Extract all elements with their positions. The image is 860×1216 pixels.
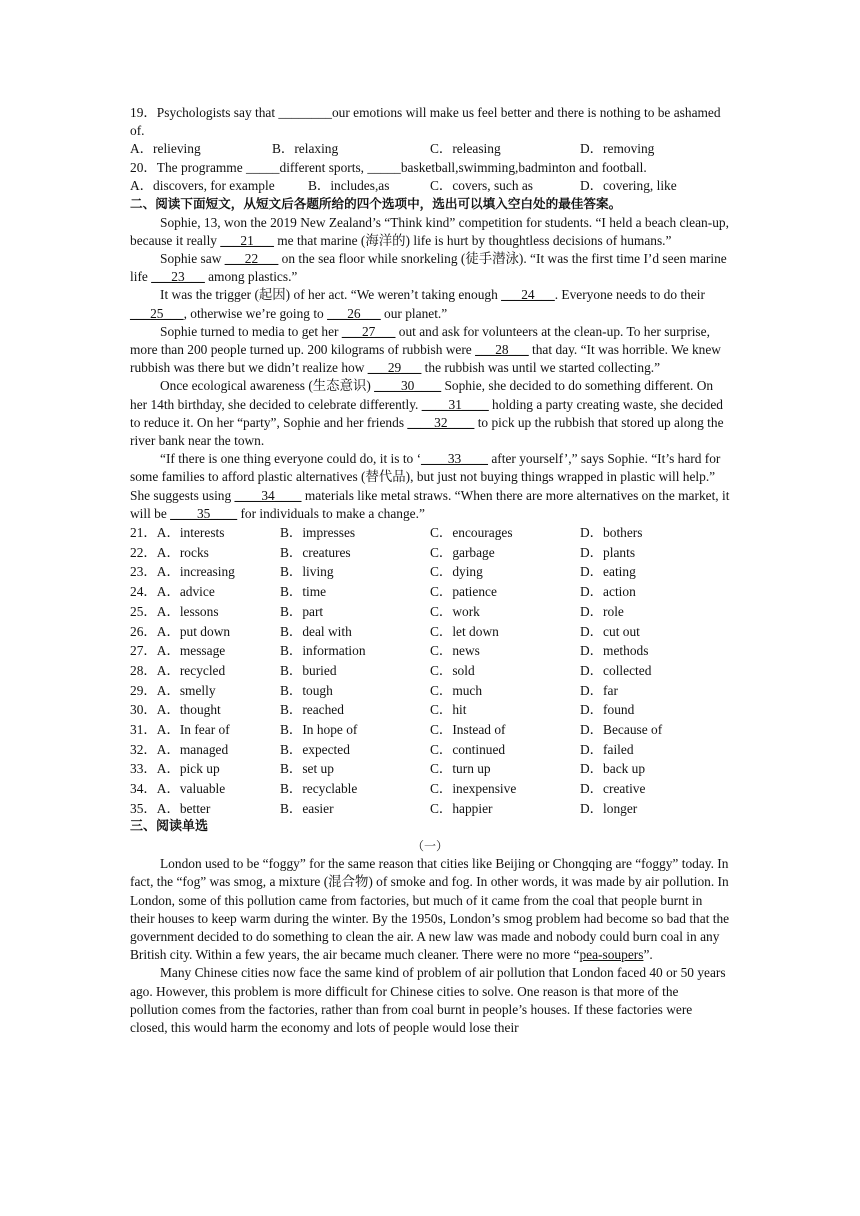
choice-c[interactable]: C．continued: [430, 741, 506, 757]
q20-option-b[interactable]: B．includes,as: [308, 177, 390, 193]
cloze-paragraph-5: Once ecological awareness (生态意识) ____30____ Sophie, she decided to do something different. On her 14th birthday, she decided to celebrate differently. ____31____ holding a party creating waste, she decided to reduce it. On her “party”, Sophie and her friends ____32____ to pick up the rubbish that stored up along the river bank near the town.: [130, 378, 724, 449]
blank-35: ____35____: [170, 505, 238, 521]
question-19-stem: 19．Psychologists say that ________our emotions will make us feel better and there is nothing to be ashamed of.: [130, 105, 721, 139]
choice-a[interactable]: A．better: [156, 800, 211, 816]
choice-d[interactable]: D．creative: [580, 781, 646, 796]
choice-d[interactable]: D．role: [580, 603, 624, 619]
blank-34: ____34____: [234, 487, 302, 503]
choice-d[interactable]: D．plants: [580, 544, 636, 560]
choice-row: 33．A．pick up B．set up C．turn up D．back up: [130, 759, 730, 779]
blank-27: ___27___: [341, 323, 396, 339]
choice-row: 26．A．put down B．deal with C．let down D．cut out: [130, 622, 730, 642]
choice-d[interactable]: D．action: [580, 584, 636, 600]
choice-a[interactable]: A．smelly: [156, 682, 216, 698]
choice-c[interactable]: C．happier: [430, 800, 493, 816]
choice-b[interactable]: B．impresses: [280, 525, 356, 541]
choice-c[interactable]: C．turn up: [430, 761, 491, 777]
choice-a[interactable]: A．In fear of: [156, 721, 230, 737]
question-19-options: [130, 140, 730, 158]
passage-number: （一）: [411, 838, 448, 853]
choice-b[interactable]: B．expected: [280, 741, 350, 757]
choice-b[interactable]: B．recyclable: [280, 781, 358, 796]
blank-23: ___23___: [151, 269, 205, 285]
choice-row: 21．A．interests B．impresses C．encourages D．bothers: [130, 523, 730, 543]
q20-option-a[interactable]: A．discovers, for example: [130, 177, 275, 193]
choice-c[interactable]: C．hit: [430, 702, 467, 718]
choice-b[interactable]: B．time: [280, 584, 327, 600]
cloze-paragraph-1: Sophie, 13, won the 2019 New Zealand’s “Think kind” competition for students. “I held a beach clean-up, because it really ___21___ me that marine (海洋的) life is hurt by thoughtless decisions of humans.”: [130, 214, 729, 248]
choice-c[interactable]: C．let down: [430, 623, 499, 639]
q19-option-d[interactable]: D．removing: [580, 141, 655, 157]
choice-a[interactable]: A．advice: [156, 584, 215, 600]
choice-d[interactable]: D．longer: [580, 800, 638, 816]
choice-a[interactable]: A．thought: [156, 702, 221, 718]
choice-b[interactable]: B．easier: [280, 800, 334, 816]
q19-option-a[interactable]: A．relieving: [130, 141, 201, 157]
choice-row: 32．A．managed B．expected C．continued D．failed: [130, 740, 730, 760]
choice-row: 28．A．recycled B．buried C．sold D．collected: [130, 661, 730, 681]
choice-c[interactable]: C．inexpensive: [430, 781, 517, 796]
blank-30: ____30____: [374, 378, 442, 394]
choice-c[interactable]: C．garbage: [430, 544, 495, 560]
choice-row: 27．A．message B．information C．news D．methods: [130, 641, 730, 661]
choice-b[interactable]: B．living: [280, 564, 334, 580]
choice-row: 25．A．lessons B．part C．work D．role: [130, 602, 730, 622]
choice-a[interactable]: A．managed: [156, 741, 229, 757]
cloze-paragraph-2: Sophie saw ___22___ on the sea floor while snorkeling (徒手潜泳). “It was the first time I’d seen marine life ___23___ among plastics.”: [130, 251, 727, 285]
q19-option-b[interactable]: B．relaxing: [272, 141, 339, 157]
choice-b[interactable]: B．reached: [280, 702, 344, 718]
section-3-heading: 三、阅读单选: [130, 819, 209, 835]
choice-c[interactable]: C．patience: [430, 584, 497, 600]
choice-c[interactable]: C．sold: [430, 662, 475, 678]
choice-d[interactable]: D．Because of: [580, 721, 663, 737]
choice-row: 29．A．smelly B．tough C．much D．far: [130, 681, 730, 701]
choice-a[interactable]: A．increasing: [156, 564, 235, 580]
choice-d[interactable]: D．bothers: [580, 525, 643, 541]
blank-32: ____32____: [407, 414, 475, 430]
cloze-paragraph-4: Sophie turned to media to get her ___27___ out and ask for volunteers at the clean-up. To her surprise, more than 200 people turned up. 200 kilograms of rubbish were ___28___ that day. “It was horrible. We knew rubbish was there but we didn’t realize how ___29___ the rubbish was until we started collecting.”: [130, 323, 721, 376]
blank-25: ___25___: [130, 305, 184, 321]
blank-33: ____33____: [421, 451, 488, 467]
choice-d[interactable]: D．eating: [580, 564, 636, 580]
choice-row: 24．A．advice B．time C．patience D．action: [130, 582, 730, 602]
choice-c[interactable]: C．dying: [430, 564, 483, 580]
choice-row: 31．A．In fear of B．In hope of C．Instead of D．Because of: [130, 720, 730, 740]
choice-row: 23．A．increasing B．living C．dying D．eating: [130, 562, 730, 582]
choice-d[interactable]: D．cut out: [580, 623, 640, 639]
choice-d[interactable]: D．collected: [580, 662, 652, 678]
choice-c[interactable]: C．Instead of: [430, 721, 506, 737]
choice-a[interactable]: A．pick up: [156, 761, 220, 777]
q20-option-d[interactable]: D．covering, like: [580, 177, 677, 193]
choice-b[interactable]: B．In hope of: [280, 721, 358, 737]
choice-d[interactable]: D．found: [580, 702, 635, 718]
choice-c[interactable]: C．much: [430, 682, 483, 698]
section-2-heading: 二、阅读下面短文，从短文后各题所给的四个选项中，选出可以填入空白处的最佳答案。: [130, 196, 622, 212]
cloze-paragraph-6: “If there is one thing everyone could do, it is to ‘____33____ after yourself’,” says Sophie. “It’s hard for some families to afford plastic alternatives (替代品), but just not buying things wrapped in plastic will help.” She suggests using ____34____ materials like metal straws. “When there are more alternatives on the market, it will be ____35____ for individuals to make a change.”: [130, 451, 730, 521]
blank-22: ___22___: [224, 251, 279, 267]
choice-c[interactable]: C．work: [430, 603, 480, 619]
choice-c[interactable]: C．encourages: [430, 525, 513, 541]
choice-a[interactable]: A．message: [156, 643, 226, 659]
choice-b[interactable]: B．set up: [280, 761, 334, 777]
choice-b[interactable]: B．creatures: [280, 544, 351, 560]
choice-list: [130, 523, 730, 818]
question-20-stem: 20．The programme _____different sports, _____basketball,swimming,badminton and football.: [130, 159, 647, 175]
reading-paragraph-1: London used to be “foggy” for the same reason that cities like Beijing or Chongqing are “foggy” today. In fact, the “fog” was smog, a mixture (混合物) of smoke and fog. In other words, it was made by air pollution. In London, some of this pollution came from factories, but much of it came from the coal that people burnt in their houses to keep warm during the winter. By the 1950s, London’s smog problem had become so bad that the government decided to do something to clean the air. A new law was made and nobody could burn coal in any British city. Within a few years, the air became much cleaner. There were no more “pea-soupers”.: [130, 856, 730, 963]
choice-row: 22．A．rocks B．creatures C．garbage D．plants: [130, 543, 730, 563]
choice-a[interactable]: A．recycled: [156, 662, 226, 678]
choice-a[interactable]: A．rocks: [156, 544, 209, 560]
choice-a[interactable]: A．valuable: [156, 781, 226, 796]
blank-31: ____31____: [421, 396, 489, 412]
underlined-term: pea-soupers: [579, 947, 644, 963]
choice-d[interactable]: D．methods: [580, 643, 649, 659]
blank-24: ___24___: [501, 287, 555, 303]
cloze-paragraph-3: It was the trigger (起因) of her act. “We weren’t taking enough ___24___. Everyone needs to do their ___25___, otherwise we’re going to ___26___ our planet.”: [130, 287, 705, 321]
q20-option-c[interactable]: C．covers, such as: [430, 177, 534, 193]
choice-a[interactable]: A．interests: [156, 525, 225, 541]
choice-row: 30．A．thought B．reached C．hit D．found: [130, 700, 730, 720]
question-20-options: [130, 177, 730, 195]
blank-29: ___29___: [367, 360, 422, 376]
choice-row: 34．A．valuable B．recyclable C．inexpensive D．creative: [130, 779, 730, 799]
choice-a[interactable]: A．put down: [156, 623, 231, 639]
choice-b[interactable]: B．deal with: [280, 623, 352, 639]
choice-d[interactable]: D．back up: [580, 761, 646, 777]
choice-b[interactable]: B．tough: [280, 682, 333, 698]
choice-b[interactable]: B．part: [280, 603, 324, 619]
blank-26: ___26___: [327, 305, 381, 321]
choice-c[interactable]: C．news: [430, 643, 480, 659]
choice-d[interactable]: D．far: [580, 682, 618, 698]
choice-b[interactable]: B．information: [280, 643, 366, 659]
blank-28: ___28___: [475, 342, 529, 358]
choice-a[interactable]: A．lessons: [156, 603, 219, 619]
reading-paragraph-2: Many Chinese cities now face the same kind of problem of air pollution that London faced 40 or 50 years ago. However, this problem is more difficult for Chinese cities to solve. One reason is that more of the pollution comes from the factories, rather than from coal burnt in people’s houses. If these factories were closed, this would harm the economy and lots of people would lose their: [130, 965, 726, 1035]
exam-page: [130, 104, 730, 1037]
choice-d[interactable]: D．failed: [580, 741, 634, 757]
choice-row: 35．A．better B．easier C．happier D．longer: [130, 799, 730, 819]
q19-option-c[interactable]: C．releasing: [430, 141, 501, 157]
blank-21: ___21___: [220, 232, 274, 248]
choice-b[interactable]: B．buried: [280, 662, 337, 678]
